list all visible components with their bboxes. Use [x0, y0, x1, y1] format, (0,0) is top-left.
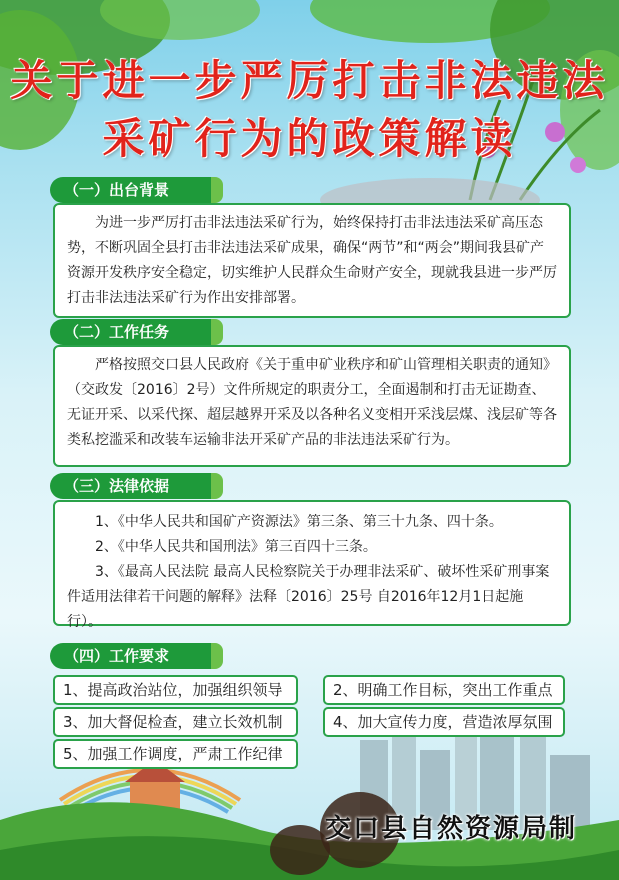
- section-text-tasks: 严格按照交口县人民政府《关于重申矿业秩序和矿山管理相关职责的通知》（交政发〔2016〕2号）文件所规定的职责分工，全面遏制和打击无证勘查、无证开采、以采代探、超层越界开采及以各种名义变相开采浅层煤、浅层矿等各类私挖滥采和改装车运输非法开采矿产品的非法违法采矿行为。: [67, 357, 557, 448]
- footer-issuer: 交口县自然资源局制: [324, 814, 577, 844]
- section-box-legal-basis: [53, 500, 571, 630]
- law-item-2: 2、《中华人民共和国刑法》第三百四十三条。: [95, 539, 377, 555]
- title-line-2: 采矿行为的政策解读: [102, 114, 517, 163]
- section-heading-background: （一）出台背景: [50, 177, 215, 203]
- section-box-background: [53, 203, 571, 318]
- requirement-item-2: 2、明确工作目标，突出工作重点: [323, 675, 565, 705]
- law-item-3: 3、《最高人民法院 最高人民检察院关于办理非法采矿、破坏性采矿刑事案件适用法律若干问题的解释》法释〔2016〕25号 自2016年12月1日起施行）。: [67, 564, 550, 630]
- section-text-background: 为进一步严厉打击非法违法采矿行为，始终保持打击非法违法采矿高压态势，不断巩固全县打击非法违法采矿成果，确保“两节”和“两会”期间我县矿产资源开发秩序安全稳定，切实维护人民群众生命财产安全，现就我县进一步严厉打击非法违法采矿行为作出安排部署。: [67, 215, 557, 306]
- section-heading-tasks: （二）工作任务: [50, 319, 215, 345]
- requirement-item-3: 3、加大督促检查，建立长效机制: [53, 707, 298, 737]
- title-line-1: 关于进一步严厉打击非法违法: [10, 56, 609, 105]
- requirement-item-1: 1、提高政治站位，加强组织领导: [53, 675, 298, 705]
- section-heading-legal-basis: （三）法律依据: [50, 473, 215, 499]
- section-heading-requirements: （四）工作要求: [50, 643, 215, 669]
- requirement-item-4: 4、加大宣传力度，营造浓厚氛围: [323, 707, 565, 737]
- law-item-1: 1、《中华人民共和国矿产资源法》第三条、第三十九条、四十条。: [95, 514, 503, 530]
- section-box-tasks: [53, 345, 571, 467]
- requirement-item-5: 5、加强工作调度，严肃工作纪律: [53, 739, 298, 769]
